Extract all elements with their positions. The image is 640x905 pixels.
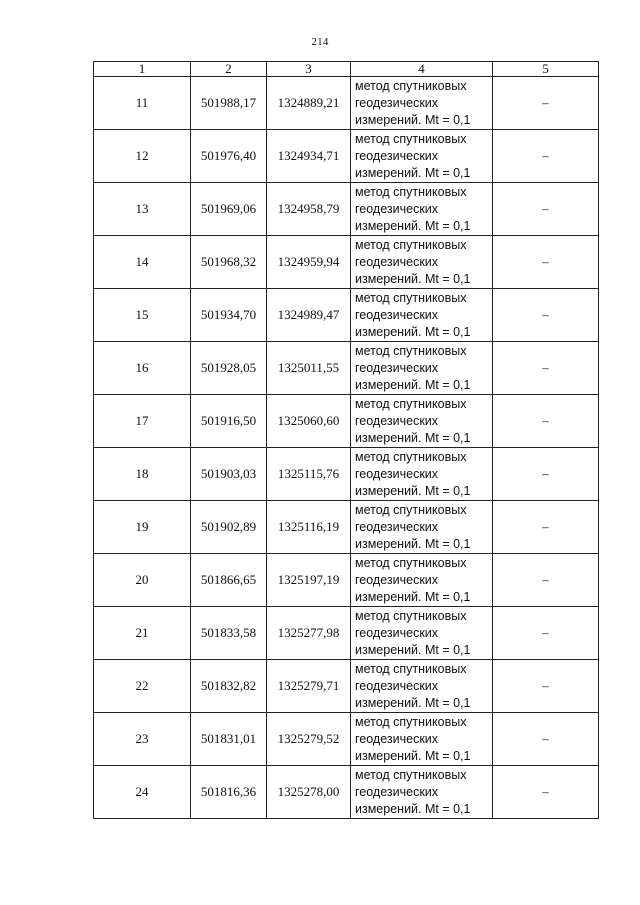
column-5-cell: – bbox=[493, 607, 599, 660]
method-text-line: измерений. Mt = 0,1 bbox=[355, 165, 471, 180]
table-row bbox=[94, 130, 599, 183]
table-row bbox=[94, 183, 599, 236]
x-coordinate-cell: 501928,05 bbox=[191, 342, 267, 395]
method-text-line: метод спутниковых bbox=[355, 396, 467, 411]
x-coordinate-cell: 501816,36 bbox=[191, 766, 267, 819]
column-header-4: 4 bbox=[351, 62, 493, 77]
method-text-line: геодезических bbox=[355, 519, 439, 534]
method-cell bbox=[351, 77, 493, 130]
table-row bbox=[94, 607, 599, 660]
method-text-line: геодезических bbox=[355, 95, 439, 110]
method-text-line: метод спутниковых bbox=[355, 555, 467, 570]
point-number-cell: 19 bbox=[94, 501, 191, 554]
y-coordinate-cell: 1325197,19 bbox=[267, 554, 351, 607]
x-coordinate-cell: 501916,50 bbox=[191, 395, 267, 448]
x-coordinate-cell: 501988,17 bbox=[191, 77, 267, 130]
x-coordinate-cell: 501866,65 bbox=[191, 554, 267, 607]
coordinates-table bbox=[93, 61, 599, 819]
column-header-2: 2 bbox=[191, 62, 267, 77]
method-cell bbox=[351, 130, 493, 183]
method-text-line: измерений. Mt = 0,1 bbox=[355, 642, 471, 657]
method-text-line: метод спутниковых bbox=[355, 608, 467, 623]
point-number-cell: 22 bbox=[94, 660, 191, 713]
column-5-cell: – bbox=[493, 660, 599, 713]
x-coordinate-cell: 501902,89 bbox=[191, 501, 267, 554]
table-row bbox=[94, 766, 599, 819]
method-cell bbox=[351, 342, 493, 395]
point-number-cell: 16 bbox=[94, 342, 191, 395]
method-text-line: метод спутниковых bbox=[355, 502, 467, 517]
point-number-cell: 21 bbox=[94, 607, 191, 660]
column-5-cell: – bbox=[493, 448, 599, 501]
table-row bbox=[94, 448, 599, 501]
method-text-line: измерений. Mt = 0,1 bbox=[355, 218, 471, 233]
method-text-line: метод спутниковых bbox=[355, 767, 467, 782]
point-number-cell: 18 bbox=[94, 448, 191, 501]
point-number-cell: 23 bbox=[94, 713, 191, 766]
method-text-line: метод спутниковых bbox=[355, 237, 467, 252]
column-5-cell: – bbox=[493, 766, 599, 819]
method-text-line: геодезических bbox=[355, 731, 439, 746]
x-coordinate-cell: 501968,32 bbox=[191, 236, 267, 289]
x-coordinate-cell: 501831,01 bbox=[191, 713, 267, 766]
point-number-cell: 11 bbox=[94, 77, 191, 130]
method-text-line: метод спутниковых bbox=[355, 131, 467, 146]
point-number-cell: 13 bbox=[94, 183, 191, 236]
table-row bbox=[94, 236, 599, 289]
method-cell bbox=[351, 448, 493, 501]
table-header-row bbox=[94, 62, 599, 77]
y-coordinate-cell: 1325060,60 bbox=[267, 395, 351, 448]
x-coordinate-cell: 501976,40 bbox=[191, 130, 267, 183]
table-row bbox=[94, 713, 599, 766]
x-coordinate-cell: 501833,58 bbox=[191, 607, 267, 660]
method-text-line: измерений. Mt = 0,1 bbox=[355, 801, 471, 816]
table-row bbox=[94, 289, 599, 342]
method-text-line: геодезических bbox=[355, 784, 439, 799]
point-number-cell: 15 bbox=[94, 289, 191, 342]
table-row bbox=[94, 395, 599, 448]
column-5-cell: – bbox=[493, 501, 599, 554]
column-5-cell: – bbox=[493, 183, 599, 236]
x-coordinate-cell: 501934,70 bbox=[191, 289, 267, 342]
method-text-line: измерений. Mt = 0,1 bbox=[355, 748, 471, 763]
method-text-line: измерений. Mt = 0,1 bbox=[355, 589, 471, 604]
table-row bbox=[94, 342, 599, 395]
column-header-5: 5 bbox=[493, 62, 599, 77]
method-text-line: метод спутниковых bbox=[355, 449, 467, 464]
y-coordinate-cell: 1325116,19 bbox=[267, 501, 351, 554]
method-cell bbox=[351, 236, 493, 289]
column-header-3: 3 bbox=[267, 62, 351, 77]
column-header-1: 1 bbox=[94, 62, 191, 77]
method-text-line: метод спутниковых bbox=[355, 290, 467, 305]
method-cell bbox=[351, 289, 493, 342]
method-text-line: метод спутниковых bbox=[355, 184, 467, 199]
method-text-line: метод спутниковых bbox=[355, 343, 467, 358]
column-5-cell: – bbox=[493, 289, 599, 342]
method-text-line: геодезических bbox=[355, 201, 439, 216]
method-text-line: измерений. Mt = 0,1 bbox=[355, 377, 471, 392]
point-number-cell: 24 bbox=[94, 766, 191, 819]
table-row bbox=[94, 554, 599, 607]
table-row bbox=[94, 77, 599, 130]
table-body bbox=[94, 77, 599, 819]
y-coordinate-cell: 1324934,71 bbox=[267, 130, 351, 183]
y-coordinate-cell: 1324959,94 bbox=[267, 236, 351, 289]
x-coordinate-cell: 501969,06 bbox=[191, 183, 267, 236]
method-text-line: измерений. Mt = 0,1 bbox=[355, 695, 471, 710]
method-text-line: метод спутниковых bbox=[355, 714, 467, 729]
column-5-cell: – bbox=[493, 130, 599, 183]
point-number-cell: 14 bbox=[94, 236, 191, 289]
point-number-cell: 12 bbox=[94, 130, 191, 183]
method-cell bbox=[351, 607, 493, 660]
method-cell bbox=[351, 660, 493, 713]
y-coordinate-cell: 1325277,98 bbox=[267, 607, 351, 660]
y-coordinate-cell: 1325115,76 bbox=[267, 448, 351, 501]
y-coordinate-cell: 1324989,47 bbox=[267, 289, 351, 342]
method-cell bbox=[351, 766, 493, 819]
y-coordinate-cell: 1324958,79 bbox=[267, 183, 351, 236]
column-5-cell: – bbox=[493, 236, 599, 289]
method-text-line: измерений. Mt = 0,1 bbox=[355, 483, 471, 498]
table-row bbox=[94, 501, 599, 554]
method-text-line: измерений. Mt = 0,1 bbox=[355, 112, 471, 127]
method-text-line: геодезических bbox=[355, 254, 439, 269]
column-5-cell: – bbox=[493, 77, 599, 130]
page-number: 214 bbox=[311, 36, 329, 48]
method-text-line: геодезических bbox=[355, 466, 439, 481]
column-5-cell: – bbox=[493, 713, 599, 766]
method-text-line: геодезических bbox=[355, 572, 439, 587]
y-coordinate-cell: 1325011,55 bbox=[267, 342, 351, 395]
method-text-line: измерений. Mt = 0,1 bbox=[355, 324, 471, 339]
method-text-line: измерений. Mt = 0,1 bbox=[355, 536, 471, 551]
method-text-line: метод спутниковых bbox=[355, 78, 467, 93]
method-cell bbox=[351, 713, 493, 766]
method-cell bbox=[351, 554, 493, 607]
method-cell bbox=[351, 501, 493, 554]
y-coordinate-cell: 1325279,71 bbox=[267, 660, 351, 713]
column-5-cell: – bbox=[493, 395, 599, 448]
method-text-line: измерений. Mt = 0,1 bbox=[355, 430, 471, 445]
method-text-line: геодезических bbox=[355, 148, 439, 163]
method-text-line: измерений. Mt = 0,1 bbox=[355, 271, 471, 286]
method-text-line: геодезических bbox=[355, 678, 439, 693]
point-number-cell: 20 bbox=[94, 554, 191, 607]
column-5-cell: – bbox=[493, 554, 599, 607]
y-coordinate-cell: 1325279,52 bbox=[267, 713, 351, 766]
table-row bbox=[94, 660, 599, 713]
method-text-line: геодезических bbox=[355, 360, 439, 375]
method-text-line: метод спутниковых bbox=[355, 661, 467, 676]
x-coordinate-cell: 501832,82 bbox=[191, 660, 267, 713]
y-coordinate-cell: 1324889,21 bbox=[267, 77, 351, 130]
method-text-line: геодезических bbox=[355, 413, 439, 428]
method-cell bbox=[351, 395, 493, 448]
method-text-line: геодезических bbox=[355, 625, 439, 640]
method-cell bbox=[351, 183, 493, 236]
column-5-cell: – bbox=[493, 342, 599, 395]
method-text-line: геодезических bbox=[355, 307, 439, 322]
y-coordinate-cell: 1325278,00 bbox=[267, 766, 351, 819]
x-coordinate-cell: 501903,03 bbox=[191, 448, 267, 501]
point-number-cell: 17 bbox=[94, 395, 191, 448]
